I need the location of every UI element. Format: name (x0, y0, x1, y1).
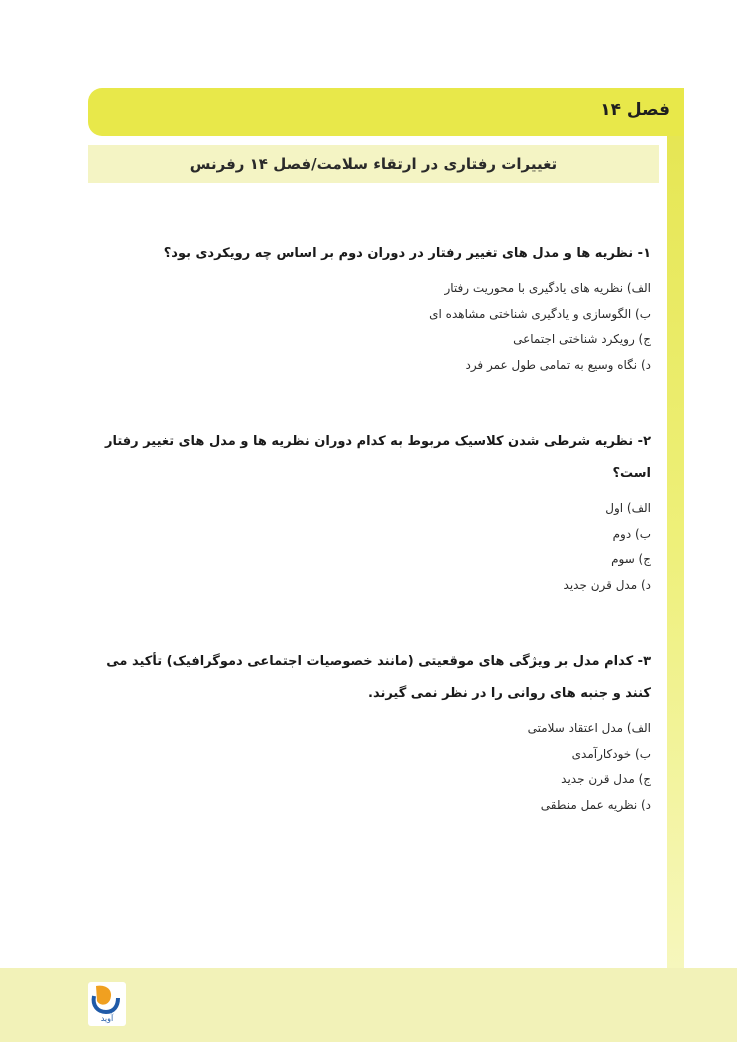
option-b: ب) خودکارآمدی (571, 746, 651, 761)
question-3 (88, 646, 651, 818)
option-b: ب) دوم (612, 526, 651, 541)
option-a: الف) نظریه های یادگیری با محوریت رفتار (444, 281, 651, 295)
option-list (88, 716, 651, 818)
logo-mark-icon (88, 982, 126, 1026)
option-b: ب) الگوسازی و یادگیری شناختی مشاهده ای (429, 306, 651, 321)
question-1 (88, 238, 651, 378)
option-list (88, 276, 651, 378)
option-a: الف) مدل اعتقاد سلامتی (527, 721, 651, 735)
side-decoration-strip (667, 136, 684, 1042)
chapter-header-bar (88, 88, 684, 136)
option-c: ج) رویکرد شناختی اجتماعی (513, 332, 651, 346)
question-list (88, 238, 651, 866)
option-list (88, 496, 651, 598)
subtitle-band (88, 145, 659, 183)
option-d: د) نظریه عمل منطقی (540, 797, 651, 812)
option-c: ج) مدل قرن جدید (561, 772, 651, 786)
option-c: ج) سوم (611, 552, 651, 566)
chapter-title: فصل ۱۴ (600, 100, 670, 120)
option-a: الف) اول (605, 501, 651, 515)
logo-text: آوید (100, 1014, 114, 1023)
question-text: ۲- نظریه شرطی شدن کلاسیک مربوط به کدام دوران نظریه ها و مدل های تغییر رفتار است؟ (105, 434, 651, 481)
option-d: د) نگاه وسیع به تمامی طول عمر فرد (465, 357, 651, 372)
publisher-logo (88, 982, 126, 1026)
option-d: د) مدل قرن جدید (563, 577, 651, 592)
question-text: ۱- نظریه ها و مدل های تغییر رفتار در دوران دوم بر اساس چه رویکردی بود؟ (163, 246, 651, 261)
section-subtitle: تغییرات رفتاری در ارتقاء سلامت/فصل ۱۴ رفرنس (189, 155, 558, 173)
question-text: ۳- کدام مدل بر ویژگی های موقعیتی (مانند خصوصیات اجتماعی دموگرافیک) تأکید می کنند و جنبه های روانی را در نظر نمی گیرند. (106, 654, 651, 701)
question-2 (88, 426, 651, 598)
